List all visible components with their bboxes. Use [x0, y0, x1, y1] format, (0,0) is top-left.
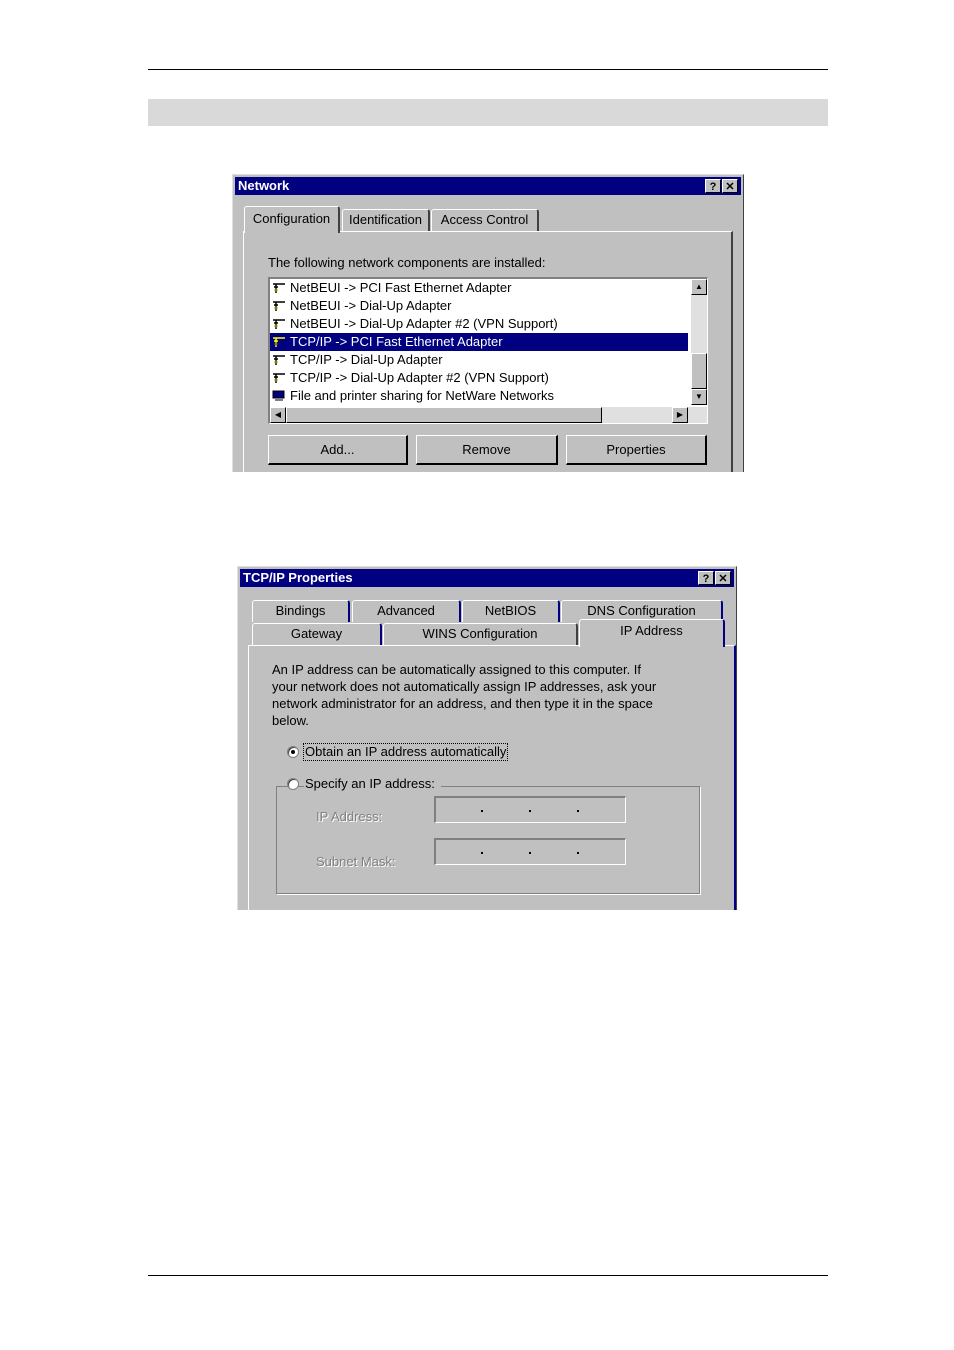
network-protocol-icon	[272, 300, 286, 312]
tab-access-control[interactable]: Access Control	[431, 209, 539, 231]
list-item[interactable]	[270, 387, 688, 405]
description-line-2: your network does not automatically assign IP addresses, ask your	[272, 679, 657, 694]
section-band	[148, 99, 828, 126]
scroll-right-button[interactable]: ▶	[672, 407, 688, 423]
list-item-label: TCP/IP -> PCI Fast Ethernet Adapter	[290, 334, 503, 349]
ip-dot	[529, 810, 531, 812]
list-item-label: TCP/IP -> Dial-Up Adapter #2 (VPN Support)	[290, 370, 549, 385]
list-item[interactable]	[270, 297, 688, 315]
ip-dot	[481, 810, 483, 812]
network-title-bar	[235, 177, 741, 195]
ip-dot	[529, 852, 531, 854]
tab-gateway[interactable]: Gateway	[252, 623, 382, 645]
obtain-radio[interactable]	[287, 746, 299, 758]
description-line-4: below.	[272, 713, 309, 728]
ip-dot	[577, 852, 579, 854]
obtain-label[interactable]: Obtain an IP address automatically	[305, 744, 507, 759]
scroll-thumb[interactable]	[691, 353, 707, 389]
tcpip-title-bar	[240, 569, 734, 587]
tab-bindings[interactable]: Bindings	[252, 600, 350, 622]
specify-radio[interactable]	[287, 778, 299, 790]
description-line-1: An IP address can be automatically assigned to this computer. If	[272, 662, 642, 677]
network-protocol-icon	[272, 372, 286, 384]
close-icon[interactable]: ✕	[722, 179, 738, 193]
list-item[interactable]	[270, 315, 688, 333]
ip-dot	[481, 852, 483, 854]
tab-wins-configuration[interactable]: WINS Configuration	[383, 623, 578, 645]
list-item[interactable]	[270, 369, 688, 387]
add-button-label: Add...	[320, 442, 355, 457]
list-item[interactable]	[270, 351, 688, 369]
description-line-3: network administrator for an address, and then type it in the space	[272, 696, 653, 711]
components-list[interactable]	[268, 277, 708, 424]
remove-button-label: Remove	[462, 442, 511, 457]
help-button[interactable]: ?	[698, 571, 714, 585]
properties-button-label: Properties	[606, 442, 666, 457]
scroll-h-thumb[interactable]	[286, 407, 602, 423]
list-item-label: File and printer sharing for NetWare Networks	[290, 388, 554, 403]
help-button[interactable]: ?	[705, 179, 721, 193]
scroll-down-button[interactable]: ▼	[691, 389, 707, 405]
tcpip-dialog	[237, 566, 737, 910]
ip-address-panel	[248, 645, 736, 910]
configuration-panel	[243, 231, 733, 472]
scroll-left-button[interactable]: ◀	[270, 407, 286, 423]
tab-dns-configuration[interactable]: DNS Configuration	[561, 600, 723, 622]
tab-ip-address[interactable]: IP Address	[579, 619, 725, 647]
footer-rule	[148, 1275, 828, 1276]
ip-dot	[577, 810, 579, 812]
installed-label: The following network components are installed:	[268, 255, 546, 270]
network-protocol-icon	[272, 336, 286, 348]
tab-configuration[interactable]: Configuration	[244, 206, 340, 233]
scroll-up-button[interactable]: ▲	[691, 279, 707, 295]
add-button[interactable]	[268, 435, 408, 465]
subnet-mask-label: Subnet Mask:	[316, 854, 396, 869]
subnet-mask-field[interactable]	[434, 838, 626, 865]
list-item-label: NetBEUI -> Dial-Up Adapter	[290, 298, 452, 313]
ip-address-field[interactable]	[434, 796, 626, 823]
computer-icon	[272, 390, 286, 402]
network-protocol-icon	[272, 354, 286, 366]
network-protocol-icon	[272, 282, 286, 294]
remove-button[interactable]	[416, 435, 558, 465]
horizontal-scrollbar[interactable]	[270, 407, 707, 423]
list-item[interactable]	[270, 333, 688, 351]
network-dialog	[232, 174, 744, 472]
tab-advanced[interactable]: Advanced	[352, 600, 461, 622]
vertical-scrollbar[interactable]	[691, 279, 707, 405]
list-item-label: NetBEUI -> PCI Fast Ethernet Adapter	[290, 280, 512, 295]
list-item-label: TCP/IP -> Dial-Up Adapter	[290, 352, 443, 367]
tab-identification[interactable]: Identification	[342, 209, 430, 231]
tab-netbios[interactable]: NetBIOS	[462, 600, 560, 622]
tcpip-title: TCP/IP Properties	[243, 570, 353, 585]
list-item[interactable]	[270, 279, 688, 297]
close-icon[interactable]: ✕	[715, 571, 731, 585]
network-protocol-icon	[272, 318, 286, 330]
network-title: Network	[238, 178, 290, 193]
specify-label[interactable]: Specify an IP address:	[304, 776, 441, 792]
list-item-label: NetBEUI -> Dial-Up Adapter #2 (VPN Support)	[290, 316, 558, 331]
ip-address-label: IP Address:	[316, 809, 383, 824]
radio-dot	[291, 750, 295, 754]
properties-button[interactable]	[566, 435, 707, 465]
header-rule	[148, 69, 828, 70]
